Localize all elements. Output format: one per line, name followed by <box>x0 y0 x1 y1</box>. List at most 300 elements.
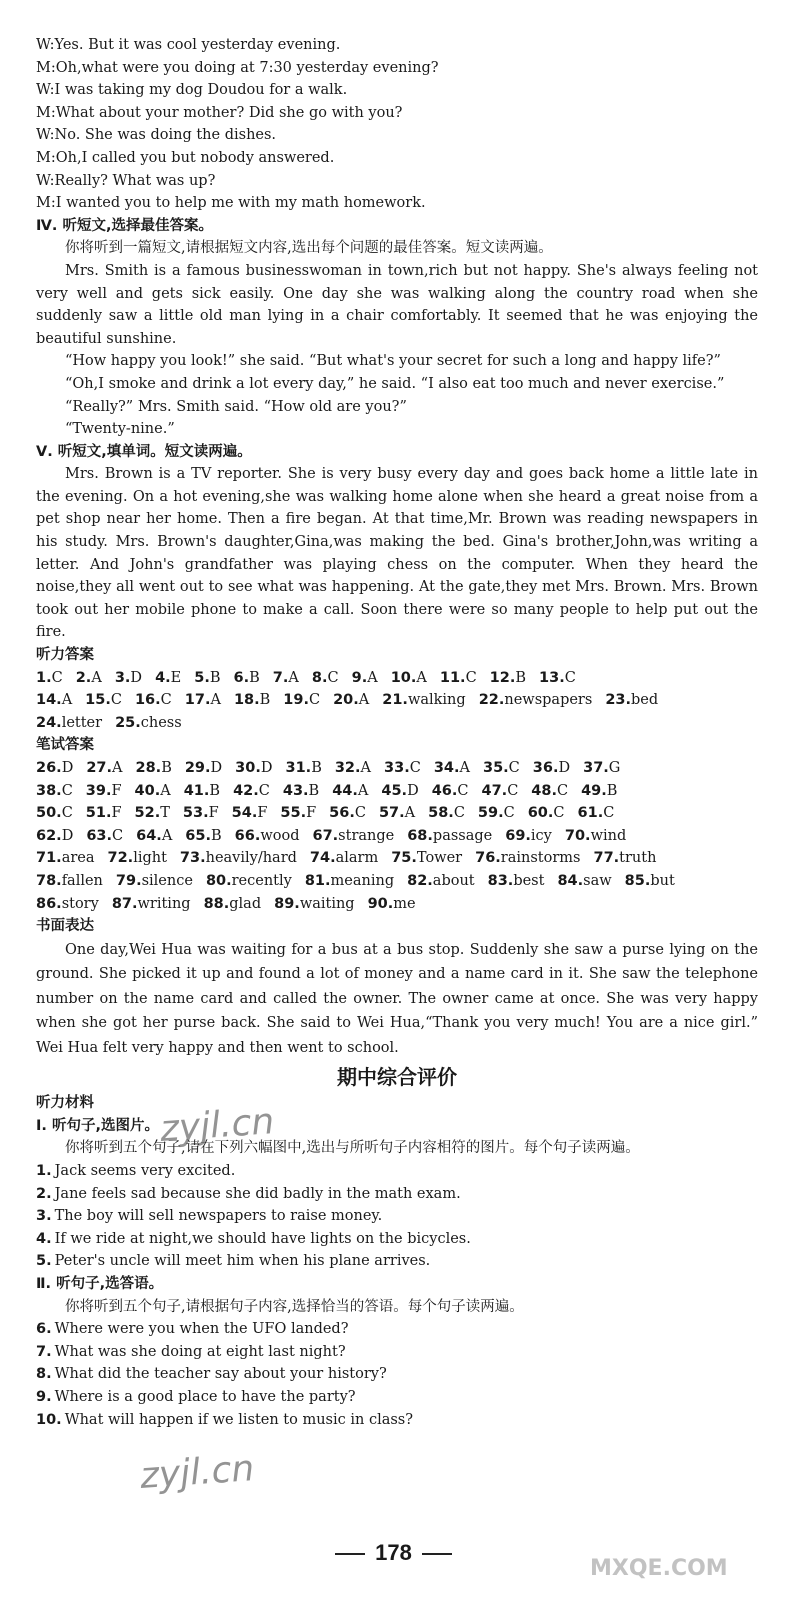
dialogue-line: M:What about your mother? Did she go with you? <box>36 104 403 121</box>
section-5-passage: Mrs. Brown is a TV reporter. She is very busy every day and goes back home a little late in the evening. On a hot evening,she was walking home alone when she heard a great noise from a pet shop near her home. Then a fire began. At that time,Mr. Brown was reading newspapers in his study. Mrs. Brown's daughter,Gina,was making the bed. Gina's brother,John,was writing a letter. And John's grandfather was playing chess on the computer. When they heard the noise,they all went out to see what was happening. At the gate,they met Mrs. Brown. Mrs. Brown took out her mobile phone to make a call. Soon there were so many people to help put out the fire. <box>36 466 758 641</box>
dialogue-line: W:Really? What was up? <box>36 172 216 189</box>
answer-item <box>283 689 320 712</box>
answer-item <box>136 757 172 780</box>
answer-value: light <box>133 850 167 867</box>
answer-value: F <box>208 805 219 822</box>
answer-item <box>490 667 526 690</box>
dialogue-line: W:Yes. But it was cool yesterday evening. <box>36 37 341 53</box>
answer-value: C <box>553 805 565 822</box>
answer-number: 74. <box>309 850 336 867</box>
answer-number: 40. <box>134 782 161 799</box>
midterm-section-1-items <box>36 1160 758 1273</box>
answer-row <box>36 802 758 825</box>
watermark: zyjl.cn <box>158 1101 276 1150</box>
answer-value: B <box>209 669 221 686</box>
answer-item <box>36 667 63 690</box>
answer-number: 31. <box>285 760 312 776</box>
answer-item <box>557 870 611 893</box>
passage-paragraph: “Twenty-nine.” <box>65 421 175 438</box>
answer-number: 75. <box>391 850 417 867</box>
answer-value: but <box>650 872 675 889</box>
listening-material-heading: 听力材料 <box>36 1095 94 1112</box>
answer-number: 56. <box>329 805 355 822</box>
answer-number: 17. <box>184 692 211 709</box>
section-4-passage <box>36 260 758 441</box>
answer-item <box>428 802 465 825</box>
question-item <box>36 1183 758 1206</box>
answer-item <box>86 780 122 803</box>
question-item <box>36 1341 758 1364</box>
answer-row <box>36 893 758 916</box>
answer-number: 63. <box>86 827 113 844</box>
answer-number: 67. <box>312 827 339 844</box>
answer-number: 76. <box>475 850 501 867</box>
passage-paragraph: “Oh,I smoke and drink a lot every day,” he said. “I also eat too much and never exercise.” <box>65 375 725 392</box>
answer-value: D <box>130 669 143 686</box>
answer-number: 29. <box>184 760 211 776</box>
answer-item <box>593 847 656 870</box>
written-answers-heading: 笔试答案 <box>36 737 94 754</box>
answer-value: C <box>556 782 569 799</box>
listening-answers <box>36 667 758 735</box>
answer-number: 18. <box>233 692 260 709</box>
answer-number: 49. <box>581 782 607 799</box>
answer-item <box>233 780 270 803</box>
answer-value: me <box>393 895 416 912</box>
answer-item <box>86 825 123 848</box>
answer-value: walking <box>407 692 466 709</box>
answer-value: T <box>160 805 170 822</box>
answer-item <box>382 689 465 712</box>
answer-value: area <box>61 850 95 867</box>
answer-row <box>36 757 758 780</box>
answer-item <box>108 847 167 870</box>
answer-item <box>305 870 394 893</box>
answer-number: 61. <box>577 805 604 822</box>
answer-value: E <box>170 669 182 686</box>
answer-value: A <box>416 669 427 686</box>
answer-number: 13. <box>539 669 565 686</box>
answer-row <box>36 780 758 803</box>
answer-item <box>36 870 103 893</box>
answer-value: B <box>209 782 221 799</box>
answer-value: B <box>161 760 172 776</box>
passage-paragraph: Mrs. Smith is a famous businesswoman in town,rich but not happy. She's always feeling not very well and gets sick easily. One day she was walking along the country road when she suddenly saw a little old man lying in a chair comfortably. It seemed that he was enjoying the beautiful sunshine. <box>36 262 758 347</box>
passage-paragraph: “Really?” Mrs. Smith said. “How old are you?” <box>65 398 407 415</box>
answer-value: F <box>111 805 122 822</box>
answer-number: 47. <box>481 782 508 799</box>
answer-value: C <box>112 827 124 844</box>
answer-number: 19. <box>283 692 309 709</box>
answer-value: C <box>354 805 366 822</box>
answer-number: 1. <box>36 669 52 686</box>
answer-item <box>274 893 354 916</box>
answer-item <box>533 757 570 780</box>
answer-item <box>232 802 268 825</box>
answer-item <box>76 667 102 690</box>
answer-item <box>379 802 415 825</box>
answer-number: 10. <box>390 669 417 686</box>
answer-value: bed <box>631 692 659 709</box>
answer-number: 58. <box>428 805 454 822</box>
answer-number: 35. <box>482 760 509 776</box>
answer-number: 86. <box>36 895 62 912</box>
answer-item <box>335 757 371 780</box>
answer-number: 54. <box>231 805 258 822</box>
answer-value: rainstorms <box>500 850 581 867</box>
answer-item <box>204 893 262 916</box>
answer-value: B <box>259 692 271 709</box>
answer-value: D <box>407 782 419 799</box>
answer-item <box>184 780 220 803</box>
answer-number: 15. <box>85 692 111 709</box>
writing-passage: One day,Wei Hua was waiting for a bus at a bus stop. Suddenly she saw a purse lying on the ground. She picked it up and found a lot of money and a name card in it. She saw the telephone number on the name card and called the owner. The owner came at once. She was very happy when she got her purse back. She said to Wei Hua,“Thank you very much! You are a nice girl.” Wei Hua felt very happy and then went to school. <box>36 941 758 1056</box>
answer-value: icy <box>530 827 552 844</box>
answer-item <box>36 780 73 803</box>
question-text: What was she doing at eight last night? <box>54 1343 346 1360</box>
answer-item <box>36 689 72 712</box>
answer-value: C <box>453 805 465 822</box>
answer-number: 52. <box>134 805 161 822</box>
answer-item <box>531 780 568 803</box>
answer-item <box>432 780 469 803</box>
answer-value: C <box>327 669 339 686</box>
answer-item <box>488 870 545 893</box>
answer-value: A <box>91 669 102 686</box>
question-text: What will happen if we listen to music in class? <box>64 1411 414 1428</box>
answer-item <box>283 780 319 803</box>
answer-number: 64. <box>136 827 162 844</box>
answer-item <box>36 757 73 780</box>
answer-item <box>86 757 122 780</box>
answer-item <box>483 757 520 780</box>
question-text: Jack seems very excited. <box>54 1163 236 1180</box>
answer-number: 26. <box>36 760 62 776</box>
answer-value: A <box>367 669 378 686</box>
answer-item <box>36 712 102 735</box>
answer-item <box>310 847 378 870</box>
answer-item <box>312 825 394 848</box>
midterm-section-1-heading: Ⅰ. 听句子,选图片。 <box>36 1117 159 1134</box>
question-item <box>36 1386 758 1409</box>
answer-value: alarm <box>335 850 379 867</box>
answer-number: 27. <box>86 760 113 776</box>
answer-number: 14. <box>36 692 62 709</box>
answer-item <box>407 870 475 893</box>
answer-value: F <box>111 782 122 799</box>
answer-value: chess <box>140 714 182 731</box>
answer-value: A <box>404 805 416 822</box>
answer-value: D <box>210 760 223 776</box>
document-page <box>36 34 758 1431</box>
answer-number: 62. <box>36 827 62 844</box>
answer-number: 23. <box>605 692 631 709</box>
watermark: MXQE.COM <box>590 1556 728 1581</box>
answer-item <box>234 667 260 690</box>
answer-value: C <box>308 692 321 709</box>
answer-number: 80. <box>205 872 232 889</box>
listening-answers-heading: 听力答案 <box>36 647 94 664</box>
answer-item <box>185 689 221 712</box>
answer-item <box>312 667 339 690</box>
answer-item <box>625 870 675 893</box>
question-item <box>36 1250 758 1273</box>
answer-value: waiting <box>299 895 355 912</box>
answer-value: A <box>61 692 73 709</box>
answer-number: 12. <box>489 669 516 686</box>
answer-number: 68. <box>407 827 433 844</box>
answer-item <box>115 667 142 690</box>
answer-value: C <box>564 669 576 686</box>
answer-item <box>135 689 172 712</box>
answer-value: wind <box>590 827 627 844</box>
question-item <box>36 1205 758 1228</box>
answer-number: 9. <box>351 669 368 686</box>
answer-number: 85. <box>624 872 651 889</box>
question-text: Peter's uncle will meet him when his plane arrives. <box>54 1253 431 1270</box>
answer-number: 70. <box>564 827 591 844</box>
answer-number: 36. <box>532 760 559 776</box>
answer-number: 69. <box>505 827 531 844</box>
answer-value: C <box>51 669 63 686</box>
question-text: Where were you when the UFO landed? <box>54 1321 349 1338</box>
answer-item <box>565 825 626 848</box>
answer-value: B <box>210 827 222 844</box>
answer-number: 22. <box>478 692 505 709</box>
midterm-section-2-items <box>36 1318 758 1431</box>
answer-number: 4. <box>155 669 171 686</box>
answer-number: 32. <box>334 760 361 776</box>
answer-value: B <box>308 782 320 799</box>
left-dash <box>335 1553 365 1555</box>
answer-item <box>581 780 617 803</box>
answer-value: D <box>558 760 571 776</box>
answer-value: C <box>603 805 615 822</box>
answer-item <box>528 802 565 825</box>
answer-number: 44. <box>332 782 358 799</box>
answer-value: A <box>161 827 173 844</box>
answer-row <box>36 870 758 893</box>
answer-number: 2. <box>75 669 92 686</box>
midterm-section-2-heading: Ⅱ. 听句子,选答语。 <box>36 1276 164 1292</box>
answer-number: 37. <box>583 760 609 776</box>
question-text: The boy will sell newspapers to raise money. <box>54 1208 383 1225</box>
answer-item <box>505 825 552 848</box>
answer-item <box>135 802 170 825</box>
question-text: Jane feels sad because she did badly in the math exam. <box>54 1185 461 1202</box>
answer-item <box>183 802 219 825</box>
answer-item <box>384 757 421 780</box>
question-number: 3. <box>36 1208 52 1225</box>
answer-value: B <box>606 782 618 799</box>
question-item <box>36 1409 758 1432</box>
answer-value: C <box>160 692 172 709</box>
question-item <box>36 1318 758 1341</box>
right-dash <box>422 1553 452 1555</box>
answer-item <box>86 802 122 825</box>
answer-number: 50. <box>36 805 62 822</box>
answer-item <box>391 847 462 870</box>
answer-row <box>36 712 758 735</box>
answer-item <box>381 780 418 803</box>
answer-value: G <box>608 760 621 776</box>
answer-value: passage <box>432 827 493 844</box>
question-item <box>36 1363 758 1386</box>
answer-number: 79. <box>115 872 142 889</box>
answer-value: A <box>357 782 369 799</box>
midterm-title: 期中综合评价 <box>337 1065 457 1090</box>
answer-number: 24. <box>36 714 62 731</box>
answer-item <box>85 689 122 712</box>
answer-item <box>434 757 470 780</box>
answer-value: recently <box>231 872 292 889</box>
question-number: 1. <box>36 1163 52 1180</box>
answer-item <box>578 802 615 825</box>
midterm-section-2-instruction: 你将听到五个句子,请根据句子内容,选择恰当的答语。每个句子读两遍。 <box>65 1298 524 1315</box>
question-text: What did the teacher say about your history? <box>54 1366 387 1383</box>
answer-item <box>273 667 299 690</box>
answer-value: C <box>507 782 519 799</box>
answer-item <box>583 757 620 780</box>
answer-item <box>333 689 369 712</box>
watermark: zyjl.cn <box>138 1448 256 1497</box>
midterm-section-1-instruction: 你将听到五个句子,请在下列六幅图中,选出与所听句子内容相符的图片。每个句子读两遍。 <box>65 1140 640 1157</box>
answer-number: 87. <box>111 895 138 912</box>
answer-number: 65. <box>185 827 211 844</box>
answer-number: 34. <box>433 760 460 776</box>
dialogue-line: W:I was taking my dog Doudou for a walk. <box>36 82 348 99</box>
answer-number: 90. <box>367 895 394 912</box>
answer-number: 53. <box>182 805 209 822</box>
answer-item <box>136 825 172 848</box>
answer-number: 45. <box>381 782 408 799</box>
answer-number: 21. <box>382 692 408 709</box>
answer-number: 8. <box>311 669 328 686</box>
answer-number: 16. <box>134 692 161 709</box>
answer-number: 73. <box>179 850 206 867</box>
answer-item <box>482 780 519 803</box>
answer-value: C <box>110 692 122 709</box>
answer-number: 46. <box>431 782 458 799</box>
answer-item <box>479 689 593 712</box>
answer-row <box>36 847 758 870</box>
answer-item <box>116 870 193 893</box>
answer-number: 6. <box>233 669 250 686</box>
answer-number: 83. <box>487 872 514 889</box>
answer-item <box>36 825 73 848</box>
answer-number: 72. <box>107 850 134 867</box>
question-number: 8. <box>36 1366 52 1383</box>
section-4-heading: Ⅳ. 听短文,选择最佳答案。 <box>36 217 213 234</box>
answer-value: A <box>288 669 299 686</box>
answer-number: 81. <box>304 872 331 889</box>
question-number: 4. <box>36 1230 52 1247</box>
answer-number: 66. <box>234 827 261 844</box>
dialogue-line: W:No. She was doing the dishes. <box>36 127 277 144</box>
answer-item <box>235 825 300 848</box>
answer-value: C <box>503 805 515 822</box>
answer-value: A <box>358 692 370 709</box>
answer-number: 88. <box>203 895 230 912</box>
answer-number: 3. <box>114 669 131 686</box>
answer-value: best <box>513 872 545 889</box>
passage-paragraph: “How happy you look!” she said. “But what's your secret for such a long and happy life?” <box>65 353 721 370</box>
answer-number: 55. <box>280 805 307 822</box>
answer-number: 7. <box>272 669 289 686</box>
answer-item <box>36 893 99 916</box>
answer-number: 77. <box>593 850 620 867</box>
answer-item <box>234 689 270 712</box>
answer-item <box>605 689 658 712</box>
answer-number: 41. <box>183 782 210 799</box>
section-4-instruction: 你将听到一篇短文,请根据短文内容,选出每个问题的最佳答案。短文读两遍。 <box>65 240 553 257</box>
answer-number: 39. <box>85 782 112 799</box>
answer-item <box>112 893 191 916</box>
answer-item <box>180 847 297 870</box>
answer-value: A <box>360 760 372 776</box>
answer-value: truth <box>619 850 657 867</box>
answer-number: 11. <box>439 669 466 686</box>
answer-number: 48. <box>531 782 557 799</box>
answer-item <box>36 802 73 825</box>
answer-number: 84. <box>557 872 584 889</box>
question-number: 9. <box>36 1388 52 1405</box>
answer-value: silence <box>141 872 193 889</box>
answer-number: 33. <box>384 760 410 776</box>
answer-value: newspapers <box>504 692 593 709</box>
answer-value: F <box>257 805 268 822</box>
answer-value: A <box>112 760 123 776</box>
answer-value: C <box>258 782 270 799</box>
answer-number: 59. <box>477 805 504 822</box>
question-number: 6. <box>36 1321 52 1338</box>
answer-item <box>539 667 576 690</box>
answer-row <box>36 825 758 848</box>
answer-value: C <box>61 805 73 822</box>
question-item <box>36 1160 758 1183</box>
answer-item <box>329 802 366 825</box>
answer-value: B <box>249 669 260 686</box>
answer-value: D <box>61 760 74 776</box>
answer-number: 42. <box>233 782 259 799</box>
answer-number: 25. <box>115 714 141 731</box>
answer-item <box>36 847 95 870</box>
answer-value: meaning <box>330 872 395 889</box>
answer-number: 38. <box>36 782 62 799</box>
answer-item <box>391 667 427 690</box>
question-number: 10. <box>36 1411 62 1428</box>
answer-number: 82. <box>407 872 433 889</box>
answer-number: 78. <box>36 872 62 889</box>
answer-item <box>155 667 181 690</box>
question-number: 2. <box>36 1185 52 1202</box>
answer-item <box>407 825 492 848</box>
answer-item <box>235 757 272 780</box>
answer-value: heavily/hard <box>205 850 297 867</box>
answer-row <box>36 667 758 690</box>
answer-value: C <box>465 669 477 686</box>
answer-value: C <box>409 760 421 776</box>
answer-number: 20. <box>333 692 359 709</box>
answer-item <box>280 802 316 825</box>
answer-value: fallen <box>61 872 103 889</box>
answer-value: B <box>515 669 527 686</box>
section-5-heading: Ⅴ. 听短文,填单词。短文读两遍。 <box>36 443 252 460</box>
answer-number: 51. <box>85 805 112 822</box>
writing-heading: 书面表达 <box>36 918 94 935</box>
question-text: Where is a good place to have the party? <box>54 1388 356 1405</box>
answer-row <box>36 689 758 712</box>
